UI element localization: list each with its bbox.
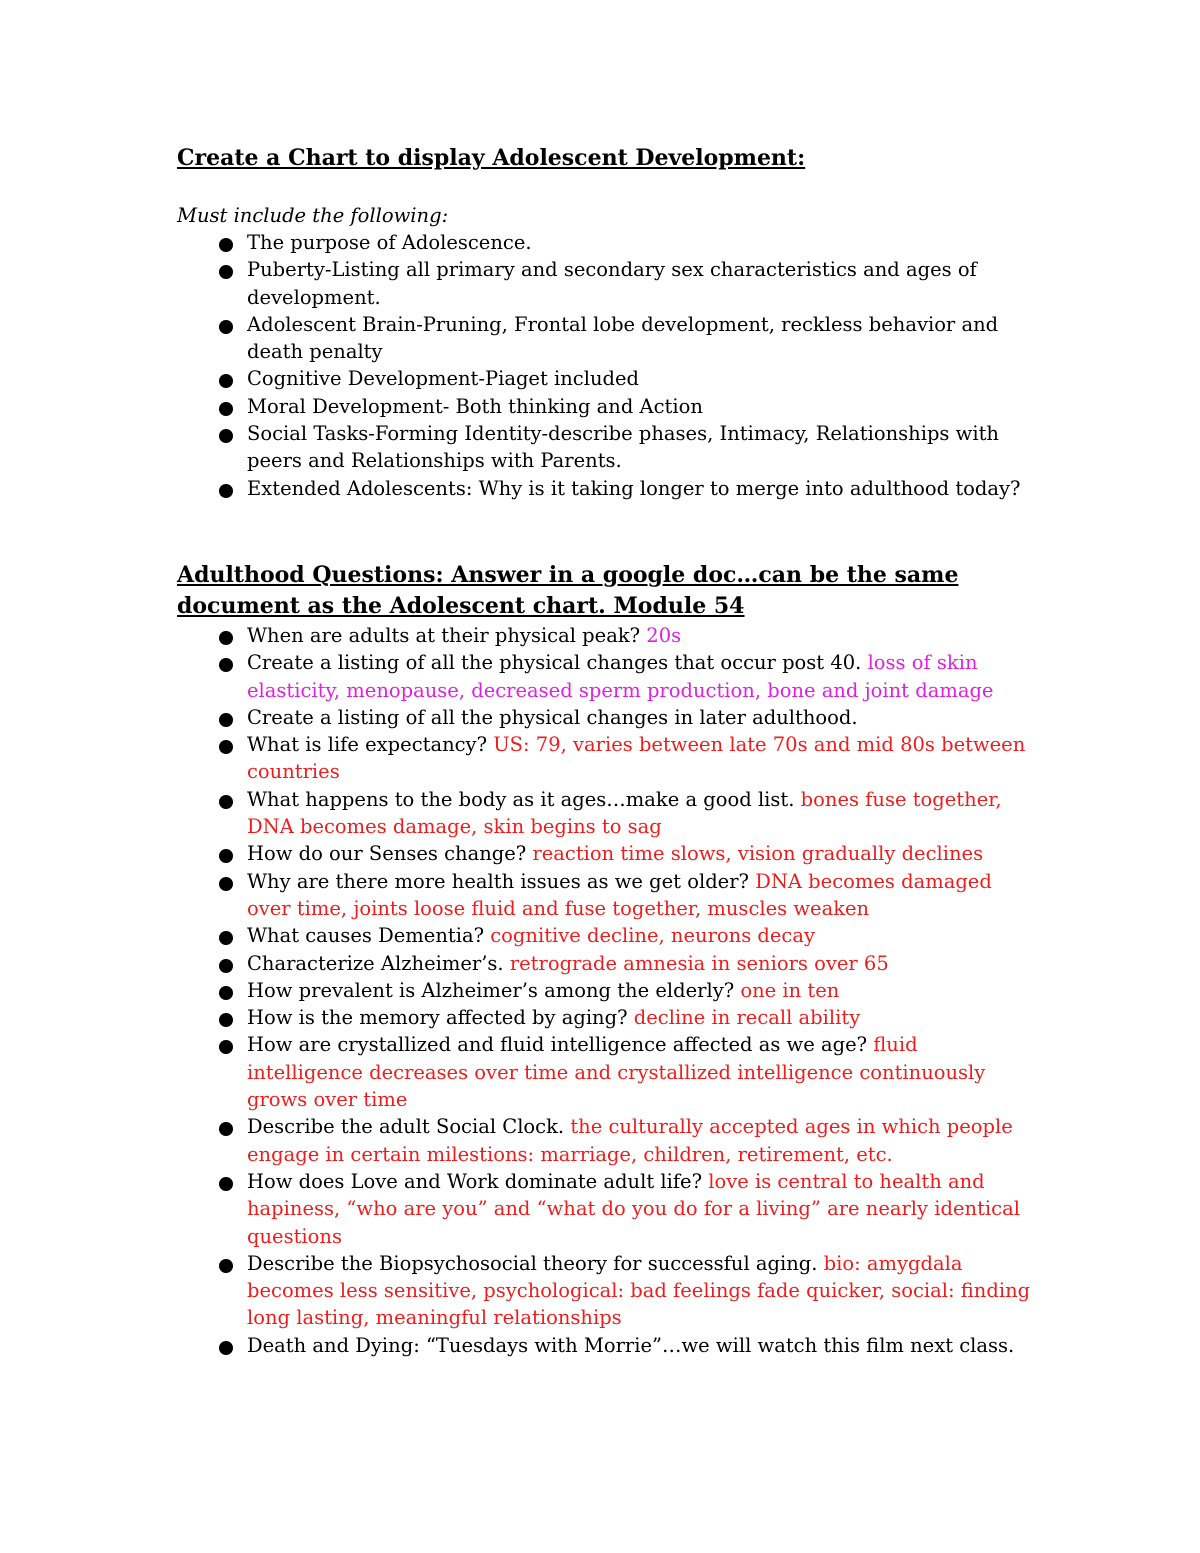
answer-text: decline in recall ability bbox=[633, 1006, 861, 1030]
section1-title: Create a Chart to display Adolescent Development: bbox=[177, 145, 806, 171]
question-text: How prevalent is Alzheimer’s among the elderly? bbox=[247, 978, 741, 1002]
question-text: Why are there more health issues as we get older? bbox=[247, 869, 756, 893]
list-item bbox=[177, 420, 1037, 475]
section2-title-line2: document as the Adolescent chart. Module 54 bbox=[177, 592, 745, 619]
list-item bbox=[177, 311, 1037, 366]
question-item bbox=[177, 977, 1037, 1004]
bullet-icon bbox=[219, 959, 233, 973]
bullet-icon bbox=[219, 631, 233, 645]
question-text: Describe the Biopsychosocial theory for successful aging. bbox=[247, 1251, 824, 1275]
bullet-icon bbox=[219, 740, 233, 754]
question-text: How do our Senses change? bbox=[247, 842, 533, 866]
question-item bbox=[177, 868, 1037, 923]
answer-text: bones fuse together, DNA becomes damage, skin begins to sag bbox=[247, 787, 1002, 839]
list-item-text: Puberty-Listing all primary and secondary sex characteristics and ages of development. bbox=[247, 258, 977, 309]
question-item bbox=[177, 649, 1037, 704]
question-text: What causes Dementia? bbox=[247, 924, 491, 948]
bullet-icon bbox=[219, 402, 233, 416]
question-item bbox=[177, 922, 1037, 949]
answer-text: US: 79, varies between late 70s and mid 80s between countries bbox=[247, 733, 1026, 784]
bullet-icon bbox=[219, 1177, 233, 1191]
question-item bbox=[177, 1168, 1037, 1250]
question-text: Characterize Alzheimer’s. bbox=[247, 951, 510, 975]
answer-text: the culturally accepted ages in which people engage in certain milestions: marriage, children, retirement, etc. bbox=[247, 1115, 1013, 1166]
list-item-text: Social Tasks-Forming Identity-describe phases, Intimacy, Relationships with peers and Relationships with Parents. bbox=[247, 422, 999, 473]
bullet-icon bbox=[219, 265, 233, 279]
section2-list bbox=[177, 622, 1037, 1359]
question-text: Death and Dying: “Tuesdays with Morrie”…we will watch this film next class. bbox=[247, 1333, 1015, 1357]
bullet-icon bbox=[219, 429, 233, 443]
bullet-icon bbox=[219, 795, 233, 809]
list-item bbox=[177, 475, 1037, 502]
question-item bbox=[177, 1113, 1037, 1168]
list-item-text: Adolescent Brain-Pruning, Frontal lobe development, reckless behavior and death penalty bbox=[247, 312, 999, 364]
answer-text: 20s bbox=[646, 623, 682, 647]
section1-subtitle: Must include the following: bbox=[177, 204, 449, 227]
list-item bbox=[177, 256, 1037, 311]
question-text: What is life expectancy? bbox=[247, 733, 494, 757]
section1-list bbox=[177, 229, 1037, 502]
bullet-icon bbox=[219, 374, 233, 388]
question-text: How are crystallized and fluid intelligence affected as we age? bbox=[247, 1033, 874, 1057]
section2-title bbox=[177, 560, 1037, 622]
question-item bbox=[177, 622, 1037, 649]
list-item-text: Moral Development- Both thinking and Action bbox=[247, 394, 703, 418]
bullet-icon bbox=[219, 1341, 233, 1355]
question-item bbox=[177, 1004, 1037, 1031]
question-text: How does Love and Work dominate adult life? bbox=[247, 1169, 709, 1193]
list-item-text: The purpose of Adolescence. bbox=[247, 231, 532, 254]
bullet-icon bbox=[219, 1040, 233, 1054]
answer-text: DNA becomes damaged over time, joints loose fluid and fuse together, muscles weaken bbox=[247, 869, 992, 920]
bullet-icon bbox=[219, 238, 233, 252]
bullet-icon bbox=[219, 1259, 233, 1273]
question-text: Create a listing of all the physical changes that occur post 40. bbox=[247, 651, 868, 675]
bullet-icon bbox=[219, 713, 233, 727]
list-item-text: Extended Adolescents: Why is it taking longer to merge into adulthood today? bbox=[247, 476, 1021, 500]
question-item bbox=[177, 1031, 1037, 1113]
list-item bbox=[177, 229, 1037, 256]
bullet-icon bbox=[219, 484, 233, 498]
list-item bbox=[177, 393, 1037, 420]
question-item bbox=[177, 731, 1037, 786]
question-item bbox=[177, 950, 1037, 977]
answer-text: bio: amygdala becomes less sensitive, psychological: bad feelings fade quicker, social: finding long lasting, meaningful relationships bbox=[247, 1251, 1031, 1330]
bullet-icon bbox=[219, 931, 233, 945]
question-item bbox=[177, 840, 1037, 867]
bullet-icon bbox=[219, 320, 233, 334]
question-text: When are adults at their physical peak? bbox=[247, 623, 647, 647]
bullet-icon bbox=[219, 849, 233, 863]
bullet-icon bbox=[219, 1122, 233, 1136]
question-item bbox=[177, 1250, 1037, 1332]
answer-text: loss of skin elasticity, menopause, decreased sperm production, bone and joint damage bbox=[247, 651, 994, 702]
list-item bbox=[177, 365, 1037, 392]
section2-title-line1: Adulthood Questions: Answer in a google doc…can be the same bbox=[177, 561, 959, 588]
answer-text: reaction time slows, vision gradually declines bbox=[532, 842, 984, 866]
document-page bbox=[177, 143, 1037, 1359]
question-item bbox=[177, 1332, 1037, 1359]
list-item-text: Cognitive Development-Piaget included bbox=[247, 367, 640, 391]
question-text: Create a listing of all the physical changes in later adulthood. bbox=[247, 705, 858, 729]
answer-text: love is central to health and hapiness, “who are you” and “what do you do for a living” are nearly identical questions bbox=[247, 1169, 1020, 1248]
answer-text: retrograde amnesia in seniors over 65 bbox=[509, 951, 889, 975]
question-item bbox=[177, 786, 1037, 841]
question-item bbox=[177, 704, 1037, 731]
bullet-icon bbox=[219, 658, 233, 672]
question-text: What happens to the body as it ages…make a good list. bbox=[247, 787, 801, 811]
bullet-icon bbox=[219, 986, 233, 1000]
answer-text: fluid intelligence decreases over time and crystallized intelligence continuously grows over time bbox=[247, 1033, 986, 1112]
question-text: Describe the adult Social Clock. bbox=[247, 1115, 571, 1139]
answer-text: cognitive decline, neurons decay bbox=[490, 924, 815, 948]
question-text: How is the memory affected by aging? bbox=[247, 1006, 634, 1030]
bullet-icon bbox=[219, 877, 233, 891]
bullet-icon bbox=[219, 1013, 233, 1027]
answer-text: one in ten bbox=[740, 978, 840, 1002]
